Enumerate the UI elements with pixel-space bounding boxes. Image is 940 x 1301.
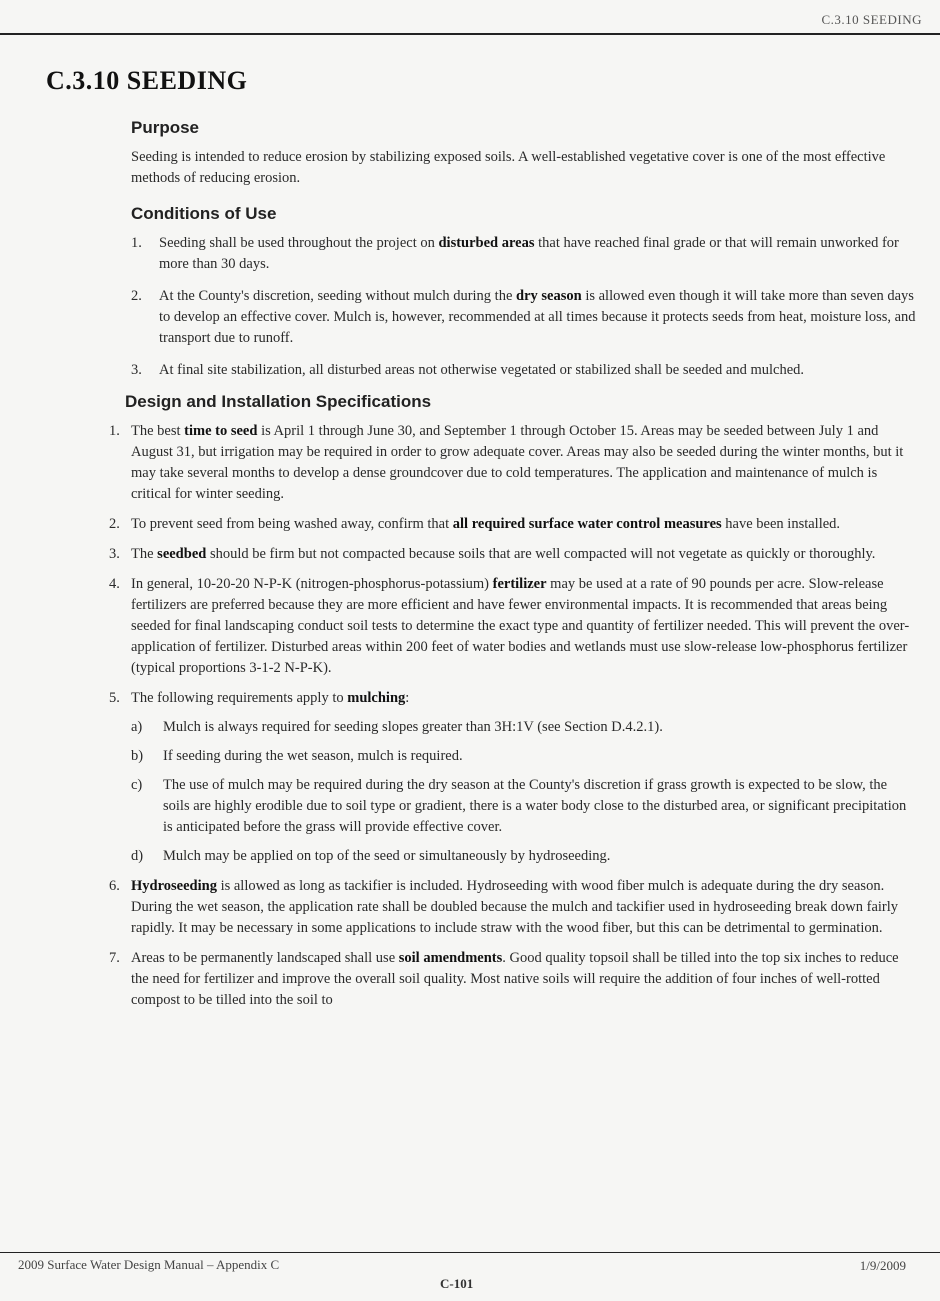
purpose-text: Seeding is intended to reduce erosion by stabilizing exposed soils. A well-established vegetative cover is one of the most effective methods of reducing erosion. [131,149,886,186]
item-text: Seeding shall be used throughout the project on [159,235,439,251]
item-text: The best [131,423,185,439]
conditions-item [131,360,916,381]
sub-item-letter: d) [131,848,144,864]
design-item [109,574,916,679]
sub-item-text: If seeding during the wet season, mulch is required. [163,748,463,764]
sub-item-letter: b) [131,748,144,764]
conditions-item [131,286,916,349]
item-bold-term: dry season [516,288,582,304]
item-bold-term: Hydroseeding [131,878,217,894]
mulching-sublist [131,717,916,867]
item-text: have been installed. [721,516,841,532]
sub-item-text: Mulch may be applied on top of the seed or simultaneously by hydroseeding. [163,848,611,864]
item-text: should be firm but not compacted because soils that are well compacted will not vegetate as quickly or thoroughly. [206,546,876,562]
item-text: To prevent seed from being washed away, confirm that [131,516,453,532]
item-text: is allowed as long as tackifier is included. Hydroseeding with wood fiber mulch is adequate during the dry season. During the wet season, the application rate shall be doubled because the mulch and tackifier used in hydroseeding break down fairly rapidly. It may be necessary in some applications to include straw with the wood fiber, but this can be detrimental to germination. [131,878,899,936]
item-text: In general, 10-20-20 N-P-K (nitrogen-phosphorus-potassium) [131,576,493,592]
item-bold-term: soil amendments [398,950,503,966]
bottom-rule [0,1252,940,1253]
design-item [109,421,916,505]
item-number: 1. [131,235,142,251]
item-number: 3. [131,362,142,378]
sub-item [131,775,916,838]
design-list [109,421,916,1011]
item-bold-term: fertilizer [492,576,547,592]
item-text: is April 1 through June 30, and September 1 through October 15. Areas may be seeded between July 1 and August 31, but irrigation may be required in order to grow adequate cover. Areas may also be seeded during the winter months, but it may take several months to develop a dense groundcover due to cold temperatures. The application and maintenance of mulch is critical for winter seeding. [131,423,904,502]
design-heading: Design and Installation Specifications [125,392,432,411]
item-text: At final site stabilization, all disturbed areas not otherwise vegetated or stabilized shall be seeded and mulched. [159,362,805,378]
conditions-heading: Conditions of Use [131,204,277,223]
item-bold-term: time to seed [184,423,258,439]
item-text: that have reached final grade or that will remain unworked for more than 30 days. [159,235,899,272]
purpose-heading: Purpose [131,118,200,137]
item-text: The following requirements apply to [131,690,348,706]
page-title: C.3.10 SEEDING [46,66,248,95]
item-number: 3. [109,546,120,562]
item-number: 5. [109,690,120,706]
item-number: 2. [109,516,120,532]
item-text: Areas to be permanently landscaped shall use [131,950,399,966]
footer-date: 1/9/2009 [859,1258,906,1273]
sub-item [131,717,916,738]
item-bold-term: seedbed [157,546,207,562]
item-bold-term: mulching [347,690,406,706]
sub-item [131,746,916,767]
item-text: may be used at a rate of 90 pounds per acre. Slow-release fertilizers are preferred because they are more efficient and have fewer environmental impacts. It is recommended that areas being seeded for final landscaping conduct soil tests to determine the exact type and quantity of fertilizer needed. This will prevent the over-application of fertilizer. Disturbed areas within 200 feet of water bodies and wetlands must use slow-release low-phosphorus fertilizer (typical proportions 3-1-2 N-P-K). [131,576,910,676]
item-text: : [405,690,410,706]
item-number: 1. [109,423,120,439]
item-bold-term: all required surface water control measures [452,516,722,532]
document-body [109,118,916,1020]
design-item [109,688,916,867]
item-text: is allowed even though it will take more than seven days to develop an effective cover. Mulch is, however, recommended at all times because it protects seeds from heat, moisture loss, and transport due to runoff. [159,288,916,346]
sub-item-text: Mulch is always required for seeding slopes greater than 3H:1V (see Section D.4.2.1). [163,719,663,735]
item-text: At the County's discretion, seeding without mulch during the [159,288,517,304]
design-item [109,948,916,1011]
design-item [109,876,916,939]
sub-item [131,846,916,867]
design-item [109,544,916,565]
item-text: The [131,546,158,562]
item-bold-term: disturbed areas [438,235,535,251]
item-number: 4. [109,576,120,592]
top-rule [0,33,940,35]
item-number: 2. [131,288,142,304]
page-number: C-101 [440,1276,474,1291]
item-text: . Good quality topsoil shall be tilled into the top six inches to reduce the need for fertilizer and improve the overall soil quality. Most native soils will require the addition of four inches of well-rotted compost to be tilled into the soil to [131,950,899,1008]
footer-manual-title: 2009 Surface Water Design Manual – Appendix C [18,1257,280,1272]
sub-item-text: The use of mulch may be required during the dry season at the County's discretion if grass growth is expected to be slow, the soils are highly erodible due to soil type or gradient, there is a water body close to the disturbed area, or significant precipitation is anticipated before the grass will provide effective cover. [163,777,907,835]
sub-item-letter: c) [131,777,143,793]
design-item [109,514,916,535]
running-head: C.3.10 SEEDING [821,12,922,27]
item-number: 6. [109,878,120,894]
conditions-item [131,233,916,275]
conditions-list [131,233,916,381]
sub-item-letter: a) [131,719,143,735]
item-number: 7. [109,950,120,966]
